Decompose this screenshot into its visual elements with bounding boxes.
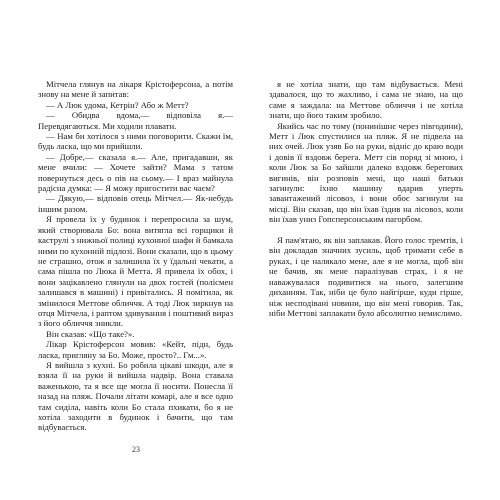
left-column: [38, 79, 233, 433]
paragraph: — А Люк удома, Кетрін? Або ж Метт?: [46, 99, 189, 110]
paragraph: — Добре,— сказала я.— Але, пригадавши, як мене вчили: — Хочете зайти? Мама з татом повернуться десь о пів на сьому.— І враз майнула радісна думка: — Я можу пригостити вас чаєм?: [38, 151, 233, 194]
paragraph: — Нам би хотілося з ними поговорити. Скажи їм, будь ласка, що ми прийшли.: [38, 131, 233, 152]
right-column: [269, 79, 463, 318]
paragraph: Якийсь час по тому (понинішнє через півгодини), Метт і Люк спустилися на пляж. Я не підвела на них очей. Люк узяв Бо на руки, відніс до краю води і довів її вздовж берега. Метт сів поряд зі мною, і коли Люк за Бо зайшли далеко вздовж берегових вигинів, він розповів мені, що наші батьки загинули: їхню машину вдарив уперть завантажений лісовоз, і вони обоє загинули на місці. Він сказав, що він їхав їздив на лісовоз, коли він їхав униз Гопсперсонським пагорбом.: [269, 120, 463, 225]
paragraph: Він сказав: «Що таке?».: [46, 328, 135, 339]
paragraph: я не хотіла знати, що там відбувається. Мені здавалося, що то жахливо, і сама не знаю, на що саме я заждала: на Меттове обличчя і не хотіла знати, що його таким зробило.: [269, 79, 463, 121]
paragraph: Я пам'ятаю, як він заплакав. Його голос тремтів, і він докладав значних зусиль, щоб тримати себе в руках, і це налякало мене, але я не могла, щоб він не бачив, як мене паралізував страх, і я не наважувалася подивитися на нього, залегшим диханням. Так, ніби це було найгірше, куди гірше, ніж несподівані новини, що він мені говорив. Так, ніби Меттові заплакати було абсолютно немислимо.: [269, 235, 463, 318]
paragraph: Лікар Крістоферсон мовив: «Кейт, підн, будь ласка, пригляну за Бо. Може, просто?.. Гм...».: [38, 339, 233, 360]
page-number: 23: [132, 445, 140, 454]
paragraph: — Обидва вдома,— відповіла я.— Перевдягаються. Ми ходили плавати.: [38, 110, 233, 131]
paragraph: — Дякую,— відповів отець Мітчел.— Як-небудь іншим разом.: [38, 193, 233, 214]
paragraph: Я провела їх у будинок і перепросила за шум, який створювала Бо: вона витягла всі горщики й каструлі з нижньої полиці кухонної шафи й бамкала ними по кухонній підлозі. Вони сказали, що в цьому не страшно, отож я залишила їх у їдальні чекати, а сама пішла по Люка й Метта. Я привела їх обох, і вони зацікавлено глянули на двох гостей (полісмен залишався в машині) і привітались. Я помітила, як змінилося Меттове обличчя. А тоді Люк зиркнув на отця Мітчела, і раптом здивування і поштивий вираз з його обличчя зникли.: [38, 214, 233, 329]
paragraph: Я вийшла з кухні. Бо робила цікаві шкоди, але я взяла її на руки й вийшла надвір. Вона ставала важенькою, та я все ще могла її носити. Понесла її назад на пляж. Почали літати комарі, але я все одно там сиділа, навіть коли Бо стала пхикати, бо я не хотіла заходити в будинок і бачити, що там відбувається.: [38, 359, 233, 433]
paragraph: Мітчела глянув на лікаря Крістоферсона, а потім знову на мене й запитав:: [38, 79, 233, 100]
